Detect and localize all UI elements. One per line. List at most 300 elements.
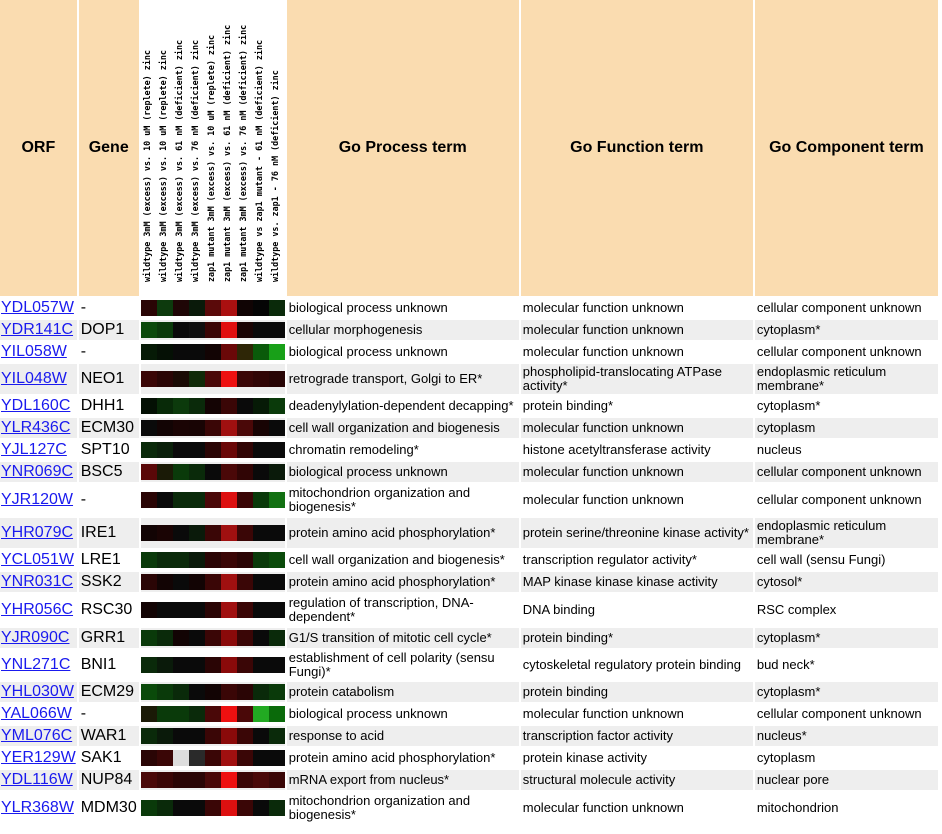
orf-cell: [0, 748, 77, 768]
experiment-label: [141, 2, 153, 292]
orf-link[interactable]: YNR031C: [1, 573, 74, 590]
heatmap-block: [141, 442, 157, 458]
heatmap-block: [205, 750, 221, 766]
process-cell: response to acid: [287, 726, 519, 746]
orf-link[interactable]: YLR436C: [1, 419, 71, 436]
heatmap-block: [205, 630, 221, 646]
experiment-label-text: wildtype vs. zap1 - 76 nM (deficient) zinc: [269, 70, 280, 282]
process-cell: biological process unknown: [287, 298, 519, 318]
table-row: [0, 726, 938, 746]
gene-cell: ECM29: [79, 682, 139, 702]
heatmap-block: [205, 492, 221, 508]
experiment-label: [221, 2, 233, 292]
component-cell: cytoplasm: [755, 418, 938, 438]
component-cell: bud neck*: [755, 650, 938, 680]
gene-cell: -: [79, 704, 139, 724]
process-cell: biological process unknown: [287, 342, 519, 362]
orf-cell: [0, 682, 77, 702]
component-cell: nuclear pore: [755, 770, 938, 790]
heatmap-block: [237, 684, 253, 700]
heatmap-block: [221, 322, 237, 338]
heatmap-block: [205, 552, 221, 568]
orf-link[interactable]: YDR141C: [1, 321, 74, 338]
heatmap-block: [253, 684, 269, 700]
heatmap-block: [189, 371, 205, 387]
heatmap-block: [269, 728, 285, 744]
heatmap-block: [173, 800, 189, 816]
heatmap-block: [237, 420, 253, 436]
heatmap-block: [221, 630, 237, 646]
heatmap-block: [141, 750, 157, 766]
heatmap-block: [253, 300, 269, 316]
heatmap-block: [189, 442, 205, 458]
orf-link[interactable]: YIL058W: [1, 343, 67, 360]
heatmap-block: [141, 728, 157, 744]
heatmap-block: [173, 750, 189, 766]
heatmap-block: [173, 602, 189, 618]
expression-heatmap-cell: [141, 320, 285, 340]
gene-cell: SSK2: [79, 572, 139, 592]
gene-cell: WAR1: [79, 726, 139, 746]
function-cell: molecular function unknown: [521, 342, 753, 362]
gene-cell: NEO1: [79, 364, 139, 394]
experiment-label-text: wildtype 3mM (excess) vs. 10 uM (replete) zinc: [141, 50, 152, 282]
heatmap-block: [173, 552, 189, 568]
orf-cell: [0, 484, 77, 516]
heatmap-block: [237, 300, 253, 316]
heatmap-block: [173, 300, 189, 316]
component-cell: nucleus: [755, 440, 938, 460]
heatmap-block: [205, 657, 221, 673]
function-cell: molecular function unknown: [521, 320, 753, 340]
heatmap-block: [237, 322, 253, 338]
orf-link[interactable]: YML076C: [1, 727, 73, 744]
heatmap-block: [221, 728, 237, 744]
heatmap-block: [205, 420, 221, 436]
heatmap-block: [173, 574, 189, 590]
heatmap-block: [221, 464, 237, 480]
heatmap-block: [221, 772, 237, 788]
function-cell: MAP kinase kinase kinase activity: [521, 572, 753, 592]
heatmap-block: [173, 322, 189, 338]
component-cell: cellular component unknown: [755, 342, 938, 362]
heatmap-block: [269, 657, 285, 673]
function-cell: protein kinase activity: [521, 748, 753, 768]
heatmap-block: [189, 657, 205, 673]
heatmap-block: [269, 552, 285, 568]
heatmap-block: [221, 657, 237, 673]
heatmap-block: [253, 706, 269, 722]
table-row: [0, 298, 938, 318]
function-cell: molecular function unknown: [521, 792, 753, 824]
heatmap-block: [221, 371, 237, 387]
heatmap-block: [189, 706, 205, 722]
heatmap-block: [173, 657, 189, 673]
orf-link[interactable]: YIL048W: [1, 370, 67, 387]
heatmap-block: [157, 800, 173, 816]
experiment-label-text: zap1 mutant 3mM (excess) vs. 61 nM (deficient) zinc: [221, 24, 232, 282]
heatmap-block: [141, 525, 157, 541]
heatmap-block: [173, 525, 189, 541]
gene-cell: SPT10: [79, 440, 139, 460]
gene-cell: ECM30: [79, 418, 139, 438]
table-row: [0, 484, 938, 516]
expression-heatmap: [141, 684, 285, 700]
process-cell: deadenylylation-dependent decapping*: [287, 396, 519, 416]
component-cell: cytoplasm*: [755, 396, 938, 416]
heatmap-block: [157, 630, 173, 646]
orf-cell: [0, 650, 77, 680]
heatmap-block: [237, 728, 253, 744]
function-cell: DNA binding: [521, 594, 753, 626]
heatmap-block: [157, 442, 173, 458]
process-cell: G1/S transition of mitotic cell cycle*: [287, 628, 519, 648]
heatmap-block: [205, 684, 221, 700]
heatmap-block: [205, 602, 221, 618]
experiment-label: [173, 2, 185, 292]
heatmap-block: [269, 574, 285, 590]
orf-cell: [0, 792, 77, 824]
orf-cell: [0, 572, 77, 592]
component-cell: mitochondrion: [755, 792, 938, 824]
expression-heatmap-cell: [141, 298, 285, 318]
expression-heatmap-cell: [141, 650, 285, 680]
heatmap-block: [237, 800, 253, 816]
gene-cell: DOP1: [79, 320, 139, 340]
heatmap-block: [205, 728, 221, 744]
process-cell: cell wall organization and biogenesis*: [287, 550, 519, 570]
process-cell: mitochondrion organization and biogenesis*: [287, 792, 519, 824]
orf-link[interactable]: YER129W: [1, 749, 76, 766]
function-column-header: Go Function term: [521, 0, 753, 296]
heatmap-block: [205, 772, 221, 788]
heatmap-block: [189, 772, 205, 788]
heatmap-block: [173, 772, 189, 788]
expression-heatmap-cell: [141, 484, 285, 516]
heatmap-block: [157, 552, 173, 568]
orf-link[interactable]: YHR079C: [1, 524, 74, 541]
orf-link[interactable]: YCL051W: [1, 551, 74, 568]
heatmap-block: [157, 464, 173, 480]
component-cell: endoplasmic reticulum membrane*: [755, 364, 938, 394]
table-row: [0, 518, 938, 548]
orf-cell: [0, 770, 77, 790]
heatmap-block: [141, 602, 157, 618]
heatmap-block: [253, 442, 269, 458]
gene-cell: BNI1: [79, 650, 139, 680]
heatmap-block: [141, 772, 157, 788]
heatmap-block: [205, 706, 221, 722]
expression-heatmap-cell: [141, 704, 285, 724]
process-cell: protein catabolism: [287, 682, 519, 702]
process-column-header: Go Process term: [287, 0, 519, 296]
heatmap-block: [173, 492, 189, 508]
function-cell: molecular function unknown: [521, 484, 753, 516]
heatmap-block: [253, 750, 269, 766]
heatmap-block: [173, 464, 189, 480]
heatmap-block: [221, 442, 237, 458]
function-cell: protein binding*: [521, 396, 753, 416]
heatmap-block: [141, 464, 157, 480]
function-cell: histone acetyltransferase activity: [521, 440, 753, 460]
expression-heatmap-cell: [141, 518, 285, 548]
process-cell: retrograde transport, Golgi to ER*: [287, 364, 519, 394]
function-cell: cytoskeletal regulatory protein binding: [521, 650, 753, 680]
heatmap-block: [141, 552, 157, 568]
heatmap-block: [157, 344, 173, 360]
heatmap-block: [269, 300, 285, 316]
experiment-label: [253, 2, 265, 292]
process-cell: cellular morphogenesis: [287, 320, 519, 340]
orf-link[interactable]: YNR069C: [1, 463, 74, 480]
heatmap-block: [205, 344, 221, 360]
heatmap-block: [237, 492, 253, 508]
heatmap-block: [157, 602, 173, 618]
component-cell: cellular component unknown: [755, 298, 938, 318]
process-cell: establishment of cell polarity (sensu Fungi)*: [287, 650, 519, 680]
orf-link[interactable]: YLR368W: [1, 799, 74, 816]
expression-heatmap: [141, 525, 285, 541]
heatmap-block: [173, 371, 189, 387]
expression-heatmap: [141, 574, 285, 590]
heatmap-block: [173, 344, 189, 360]
table-row: [0, 550, 938, 570]
heatmap-block: [205, 371, 221, 387]
orf-link[interactable]: YDL116W: [1, 771, 73, 788]
heatmap-block: [141, 300, 157, 316]
heatmap-block: [221, 398, 237, 414]
heatmap-block: [205, 322, 221, 338]
function-cell: molecular function unknown: [521, 298, 753, 318]
heatmap-block: [141, 492, 157, 508]
experiment-label: [157, 2, 169, 292]
heatmap-block: [269, 602, 285, 618]
expression-heatmap: [141, 750, 285, 766]
heatmap-block: [253, 322, 269, 338]
heatmap-block: [189, 630, 205, 646]
heatmap-block: [141, 420, 157, 436]
heatmap-block: [141, 657, 157, 673]
heatmap-block: [237, 398, 253, 414]
experiment-label-text: wildtype 3mM (excess) vs. 76 nM (deficient) zinc: [189, 39, 200, 282]
heatmap-block: [189, 728, 205, 744]
expression-heatmap: [141, 728, 285, 744]
process-cell: regulation of transcription, DNA-dependent*: [287, 594, 519, 626]
function-cell: transcription factor activity: [521, 726, 753, 746]
heatmap-block: [205, 525, 221, 541]
orf-cell: [0, 342, 77, 362]
orf-cell: [0, 628, 77, 648]
expression-heatmap: [141, 420, 285, 436]
heatmap-block: [221, 420, 237, 436]
heatmap-block: [237, 706, 253, 722]
heatmap-block: [237, 750, 253, 766]
heatmap-block: [269, 772, 285, 788]
expression-heatmap: [141, 322, 285, 338]
expression-heatmap: [141, 344, 285, 360]
heatmap-block: [141, 322, 157, 338]
table-row: [0, 364, 938, 394]
heatmap-block: [221, 574, 237, 590]
heatmap-block: [253, 371, 269, 387]
heatmap-block: [221, 525, 237, 541]
heatmap-block: [253, 728, 269, 744]
heatmap-block: [221, 800, 237, 816]
orf-link[interactable]: YNL271C: [1, 656, 71, 673]
gene-cell: -: [79, 298, 139, 318]
experiment-label: [205, 2, 217, 292]
expression-heatmap-cell: [141, 770, 285, 790]
heatmap-block: [269, 322, 285, 338]
heatmap-block: [157, 371, 173, 387]
gene-cell: -: [79, 342, 139, 362]
heatmap-block: [269, 684, 285, 700]
experiment-label-text: wildtype vs zap1 mutant - 61 nM (deficient) zinc: [253, 39, 264, 282]
expression-heatmap-cell: [141, 418, 285, 438]
orf-link[interactable]: YDL057W: [1, 299, 74, 316]
heatmap-block: [205, 300, 221, 316]
function-cell: protein binding*: [521, 628, 753, 648]
heatmap-block: [269, 750, 285, 766]
orf-cell: [0, 298, 77, 318]
heatmap-block: [237, 442, 253, 458]
expression-heatmap-cell: [141, 682, 285, 702]
expression-heatmap-cell: [141, 342, 285, 362]
component-cell: endoplasmic reticulum membrane*: [755, 518, 938, 548]
heatmap-block: [157, 728, 173, 744]
orf-link[interactable]: YHL030W: [1, 683, 74, 700]
heatmap-block: [141, 800, 157, 816]
expression-heatmap-cell: [141, 748, 285, 768]
heatmap-block: [237, 344, 253, 360]
heatmap-block: [173, 728, 189, 744]
heatmap-block: [253, 525, 269, 541]
heatmap-block: [189, 344, 205, 360]
heatmap-block: [189, 552, 205, 568]
heatmap-block: [269, 464, 285, 480]
orf-cell: [0, 550, 77, 570]
heatmap-block: [157, 492, 173, 508]
heatmap-block: [237, 602, 253, 618]
component-cell: RSC complex: [755, 594, 938, 626]
experiment-label-text: zap1 mutant 3mM (excess) vs. 10 uM (replete) zinc: [205, 34, 216, 282]
gene-cell: GRR1: [79, 628, 139, 648]
process-cell: mRNA export from nucleus*: [287, 770, 519, 790]
experiment-label: [189, 2, 201, 292]
orf-link[interactable]: YAL066W: [1, 705, 72, 722]
heatmap-block: [189, 492, 205, 508]
expression-heatmap: [141, 630, 285, 646]
orf-link[interactable]: YJR090C: [1, 629, 70, 646]
heatmap-block: [269, 525, 285, 541]
heatmap-block: [269, 398, 285, 414]
heatmap-block: [157, 398, 173, 414]
heatmap-block: [221, 750, 237, 766]
heatmap-block: [221, 706, 237, 722]
heatmap-block: [189, 800, 205, 816]
heatmap-block: [253, 552, 269, 568]
heatmap-block: [141, 706, 157, 722]
orf-cell: [0, 704, 77, 724]
heatmap-block: [237, 371, 253, 387]
expression-heatmap-cell: [141, 628, 285, 648]
heatmap-block: [141, 398, 157, 414]
expression-heatmap: [141, 442, 285, 458]
orf-cell: [0, 594, 77, 626]
heatmap-block: [253, 800, 269, 816]
component-cell: cytosol*: [755, 572, 938, 592]
process-cell: biological process unknown: [287, 704, 519, 724]
heatmap-block: [157, 574, 173, 590]
expression-heatmap: [141, 464, 285, 480]
heatmap-block: [237, 772, 253, 788]
heatmap-block: [141, 371, 157, 387]
table-row: [0, 418, 938, 438]
heatmap-block: [221, 552, 237, 568]
gene-cell: LRE1: [79, 550, 139, 570]
function-cell: molecular function unknown: [521, 462, 753, 482]
heatmap-block: [253, 344, 269, 360]
heatmap-block: [205, 442, 221, 458]
orf-column-header: ORF: [0, 0, 77, 296]
expression-heatmap-cell: [141, 396, 285, 416]
orf-link[interactable]: YDL160C: [1, 397, 71, 414]
heatmap-block: [173, 420, 189, 436]
heatmap-block: [253, 630, 269, 646]
table-row: [0, 650, 938, 680]
heatmap-block: [141, 630, 157, 646]
function-cell: phospholipid-translocating ATPase activity*: [521, 364, 753, 394]
table-row: [0, 704, 938, 724]
experiment-label-text: wildtype 3mM (excess) vs. 61 nM (deficient) zinc: [173, 39, 184, 282]
process-cell: protein amino acid phosphorylation*: [287, 572, 519, 592]
component-cell: nucleus*: [755, 726, 938, 746]
expression-heatmap: [141, 657, 285, 673]
header-row: [0, 0, 938, 296]
gene-cell: BSC5: [79, 462, 139, 482]
component-cell: cytoplasm*: [755, 682, 938, 702]
heatmap-block: [221, 300, 237, 316]
table-row: [0, 594, 938, 626]
orf-link[interactable]: YJR120W: [1, 491, 74, 508]
function-cell: molecular function unknown: [521, 704, 753, 724]
gene-cell: DHH1: [79, 396, 139, 416]
component-cell: cell wall (sensu Fungi): [755, 550, 938, 570]
orf-cell: [0, 726, 77, 746]
gene-cell: -: [79, 484, 139, 516]
table-row: [0, 770, 938, 790]
expression-heatmap: [141, 552, 285, 568]
heatmap-block: [205, 574, 221, 590]
expression-heatmap-cell: [141, 594, 285, 626]
heatmap-block: [269, 492, 285, 508]
heatmap-block: [157, 706, 173, 722]
orf-link[interactable]: YHR056C: [1, 601, 74, 618]
heatmap-block: [253, 398, 269, 414]
heatmap-block: [237, 657, 253, 673]
function-cell: protein serine/threonine kinase activity*: [521, 518, 753, 548]
gene-cell: MDM30: [79, 792, 139, 824]
expression-heatmap-cell: [141, 462, 285, 482]
heatmap-block: [237, 464, 253, 480]
component-cell: cellular component unknown: [755, 484, 938, 516]
function-cell: transcription regulator activity*: [521, 550, 753, 570]
heatmap-block: [157, 322, 173, 338]
expression-heatmap: [141, 800, 285, 816]
orf-link[interactable]: YJL127C: [1, 441, 67, 458]
heatmap-block: [253, 772, 269, 788]
table-row: [0, 462, 938, 482]
